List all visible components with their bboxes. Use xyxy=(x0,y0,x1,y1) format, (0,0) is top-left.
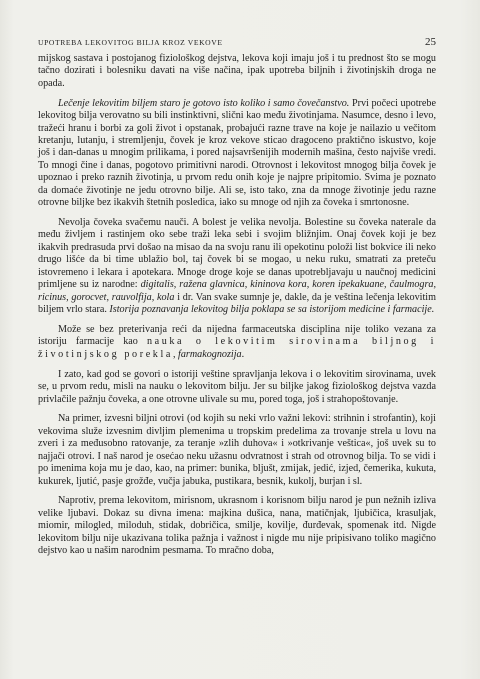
pharmacognosy-term: farmakognozija xyxy=(178,348,242,360)
paragraph-1 xyxy=(38,53,436,90)
folk-drug-list: digitalis, ražena glavnica, kininova kora, koren ipekakuane, čaulmogra, ricinus, gorocvet, rauvolfija, kola xyxy=(38,279,436,303)
opening-statement: Lečenje lekovitim biljem staro je gotovo isto koliko i samo čovečanstvo. xyxy=(58,97,350,109)
paragraph-7-text: Naprotiv, prema lekovitom, mirisnom, ukrasnom i korisnom bilju narod je pun nežnih izliva velike ljubavi. Dokaz su divna imena: majkina dušica, nana, matičnjak, ljubičica, krasuljak, miomir, milogled, miloduh, stidak, dobričica, smilje, kovilje, đurđevak, spomenak itd. Nigde lekovitom bilju nije ukazivana tolika pažnja i važnost i nigde mu nije pripisivano toliko magično dejstvo kao u našim narodnim pesmama. To mračno doba, xyxy=(38,495,436,557)
page-header xyxy=(38,36,436,50)
paragraph-1-text: mijskog sastava i postojanog fiziološkog dejstva, lekova koji imaju još i tu prednost što se mogu tačno dozirati i bolesniku davati na više načina, ipak upotreba biljnih i životinjskih droga ne opada. xyxy=(38,53,436,89)
paragraph-2-text: Prvi počeci upotrebe lekovitog bilja verovatno su bili instinktivni, slični kao među životinjama. Nasumce, desno i levo, tražeći hranu i borbi za goli život i opstanak, probajući razne trave na koje je nailazio u večitom kretanju, lutanju, i stremljenju, čovek je kroz vekove sticao dragoceno praktično iskustvo, koje još i dan-danas u mnogim prilikama, i pored najsavršenijih modernih mašina, često najviše vredi. To mnogi čine i danas, pogotovo primitivni narodi. Otrovnost i lekovitost mnogog bilja čovek je upoznao i preko raznih životinja, u prvom redu onih koje je najpre pripitomio. Svima je poznato da domaće životinje ne jedu otrovno bilje. Ali se, isto tako, zna da mnoge životinje jedu razne otrovne biljke bez ikakvih štetnih posledica, iako su mnoge od njih za čoveka i smrtonosne. xyxy=(38,97,436,209)
paragraph-4-text-b: , xyxy=(172,348,179,360)
paragraph-7 xyxy=(38,495,436,557)
paragraph-4-text-d: . xyxy=(241,348,245,360)
paragraph-3 xyxy=(38,217,436,317)
running-title: UPOTREBA LEKOVITOG BILJA KROZ VEKOVE xyxy=(38,38,223,47)
paragraph-3-emphasis: Istorija poznavanja lekovitog bilja poklapa se sa istorijom medicine i farmacije. xyxy=(109,304,435,316)
paragraph-4-text-a: Može se bez preterivanja reći da nijedna farmaceutska disciplina nije toliko vezana za istoriju farmacije kao xyxy=(38,323,436,348)
paragraph-2 xyxy=(38,98,436,210)
page-body xyxy=(38,53,436,565)
paragraph-6 xyxy=(38,413,436,488)
paragraph-5-text: I zato, kad god se govori o istoriji veštine spravljanja lekova i o lekovitim sirovinama, uvek se, u prvom redu, misli na nauku o lekovitom bilju. Jer su biljke jakog fiziološkog dejstva vazda privlačile pažnju čoveka, a one otrovne ulivale su mu, pored toga, još i strahopoštovanje. xyxy=(38,368,436,405)
paragraph-5 xyxy=(38,369,436,406)
paragraph-3-text-a: Nevolja čoveka svačemu nauči. A bolest je velika nevolja. Bolestine su čoveka naterale da među življem i rastinjem oko sebe traži leka sebi i svojim bližnjim. Onaj čovek koji je bez ikakvih predrasuda prvi došao na misao da na svoju ranu ili opekotinu položi list bokvice ili neko drugo lišće da bi time ublažio bol, taj čovek bi se mogao, u neku ruku, smatrati za preteču istovremeno i lekara i apotekara. Mnoge droge koje se danas upotrebljavaju u naučnoj medicini primljene su iz narodne: xyxy=(38,217,436,291)
paragraph-6-text: Na primer, izvesni biljni otrovi (od kojih su neki vrlo važni lekovi: strihnin i strofantin), koji vekovima služe izvesnim divljim plemenima u tropskim predelima za trovanje strela u lovu na zveri i za međusobno ratovanje, za teranje »zlih duhova« i »otkrivanje veštica«, još uvek su to najjači otrovi. I naš narod je osećao neku užasnu odvratnost i strah od otrovnog bilja. To se vidi i po imenima koja mu je dao, kao, na primer: bunika, bljušt, zmijak, jedić, izjed, čemerika, kukuta, kukurek, ljutić, pasje grožđe, vučja jabuka, pustikara, besnik, kukolj, burjan i sl. xyxy=(38,413,436,487)
page-number: 25 xyxy=(425,36,436,48)
paragraph-3-text-b: i dr. Van svake sumnje je, dakle, da je veština lečenja lekovitim biljem vrlo stara. xyxy=(38,291,436,316)
paragraph-4 xyxy=(38,324,436,361)
spaced-definition: nauka o lekovitim sirovinama biljnog i životinjskog porekla xyxy=(38,336,436,360)
